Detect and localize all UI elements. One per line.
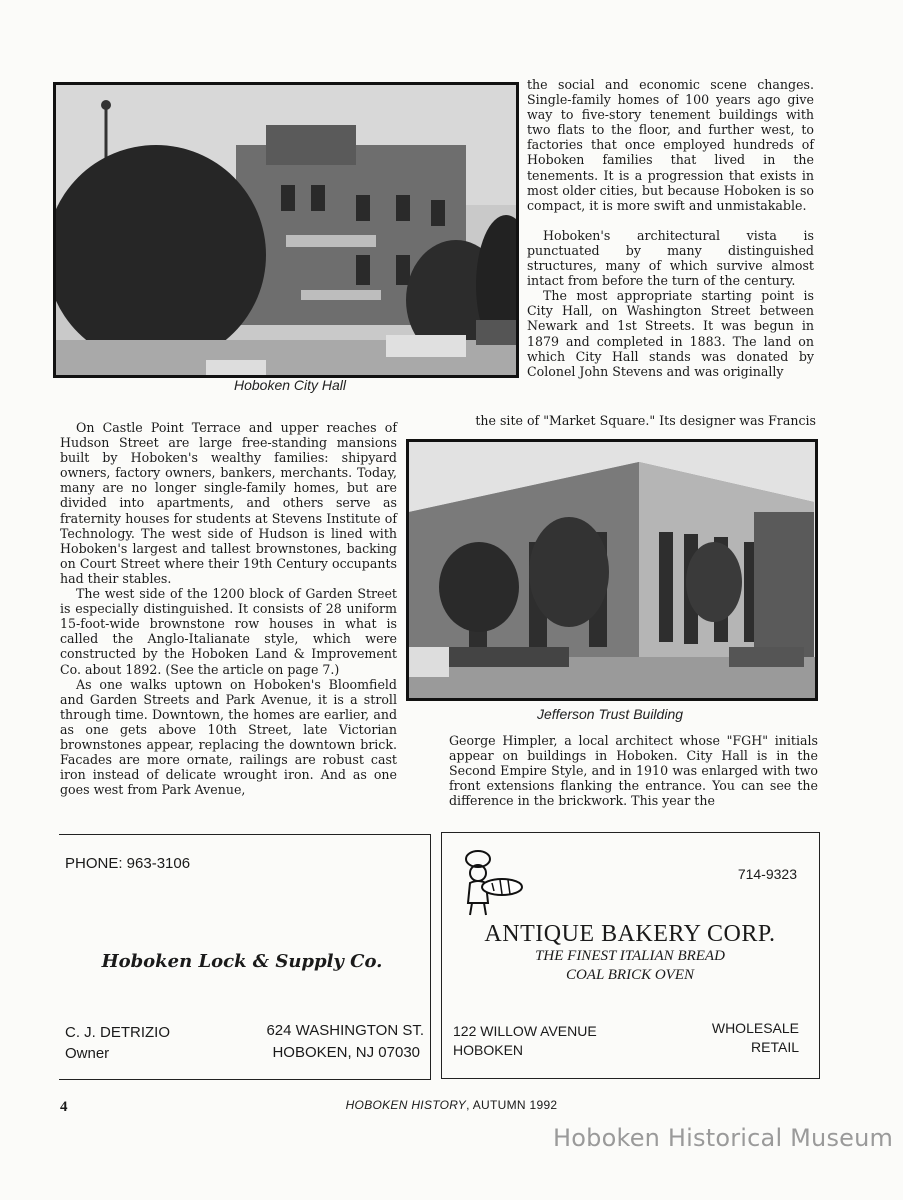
ad-lock-contact-name: C. J. DETRIZIO [65, 1024, 170, 1041]
page-number: 4 [60, 1099, 68, 1115]
ad-lock-city: HOBOKEN, NJ 07030 [272, 1044, 420, 1061]
paragraph: the social and economic scene changes. Single-family homes of 100 years ago give way to five-story tenement buildings with two flats to the floor, and further west, to factories that once employed hundreds of Hoboken families that lived in the tenements. It is a progression that exists in most older cities, but because Hoboken is so compact, it is more swift and unmistakable. [527, 77, 814, 213]
paragraph: George Himpler, a local architect whose "FGH" initials appear on buildings in Hoboken. City Hall is in the Second Empire Style, and in 1910 was enlarged with two front extensions flanking the entrance. You can see the difference in the brickwork. This year the [449, 733, 818, 809]
paragraph: As one walks uptown on Hoboken's Bloomfield and Garden Streets and Park Avenue, it is a stroll through time. Downtown, the homes are earlier, and as one gets above 10th Street, late Victorian brownstones appear, replacing the downtown brick. Facades are more ornate, railings are robust cast iron instead of delicate wrought iron. And as one goes west from Park Avenue, [60, 676, 397, 798]
footer-title: HOBOKEN HISTORY [345, 1098, 467, 1112]
ad-bakery-wholesale: WHOLESALE [711, 1020, 799, 1036]
paragraph: The most appropriate starting point is City Hall, on Washington Street between Newark and 1st Streets. It was begun in 1879 and completed in 1883. The land on which City Hall stands was donated by Colonel John Stevens and was originally [527, 288, 814, 379]
photo-jefferson-trust [406, 439, 818, 701]
ad-antique-bakery [441, 832, 820, 1079]
paragraph: Hoboken's architectural vista is punctuated by many distinguished structures, many of which survive almost intact from before the turn of the century. [527, 227, 814, 289]
photo-city-hall [53, 82, 519, 378]
paragraph: The west side of the 1200 block of Garden Street is especially distinguished. It consists of 28 uniform 15-foot-wide brownstone row houses in what is called the Anglo-Italianate style, which were constructed by the Hoboken Land & Improvement Co. about 1892. (See the article on page 7.) [60, 586, 397, 677]
baker-chef-icon [456, 849, 524, 917]
ad-bakery-phone: 714-9323 [737, 866, 797, 882]
article-col-left [60, 420, 397, 797]
city-hall-image [56, 85, 516, 375]
article-col-right-top [527, 77, 814, 379]
ad-lock-street: 624 WASHINGTON ST. [266, 1022, 424, 1039]
jefferson-trust-image [409, 442, 815, 698]
ad-hoboken-lock [59, 834, 431, 1080]
caption-jefferson-trust: Jefferson Trust Building [536, 706, 684, 722]
caption-city-hall: Hoboken City Hall [233, 377, 347, 393]
footer-issue: , AUTUMN 1992 [466, 1098, 558, 1112]
ad-lock-phone: PHONE: 963-3106 [65, 855, 191, 872]
ad-lock-contact-title: Owner [65, 1045, 110, 1062]
watermark: Hoboken Historical Museum [553, 1124, 894, 1152]
ad-bakery-business-name: ANTIQUE BAKERY CORP. [484, 921, 776, 947]
article-col-right-bottom [449, 733, 818, 808]
ad-bakery-tagline-1: THE FINEST ITALIAN BREAD [535, 948, 725, 964]
ad-bakery-retail: RETAIL [751, 1039, 799, 1055]
footer-publication [0, 1098, 903, 1112]
article-wide-line: the site of "Market Square." Its designer was Francis [475, 413, 816, 428]
ad-bakery-street: 122 WILLOW AVENUE [453, 1023, 597, 1039]
ad-lock-business-name: Hoboken Lock & Supply Co. [101, 951, 383, 972]
ad-bakery-tagline-2: COAL BRICK OVEN [565, 967, 695, 983]
paragraph: On Castle Point Terrace and upper reaches of Hudson Street are large free-standing mansions built by Hoboken's wealthy families: shipyard owners, factory owners, bankers, merchants. Today, many are no longer single-family homes, but are divided into apartments, and others serve as fraternity houses for students at Stevens Institute of Technology. The west side of Hudson is lined with Hoboken's largest and tallest brownstones, backing on Court Street where their 19th Century occupants had their stables. [60, 420, 397, 586]
ad-bakery-city: HOBOKEN [453, 1042, 524, 1058]
